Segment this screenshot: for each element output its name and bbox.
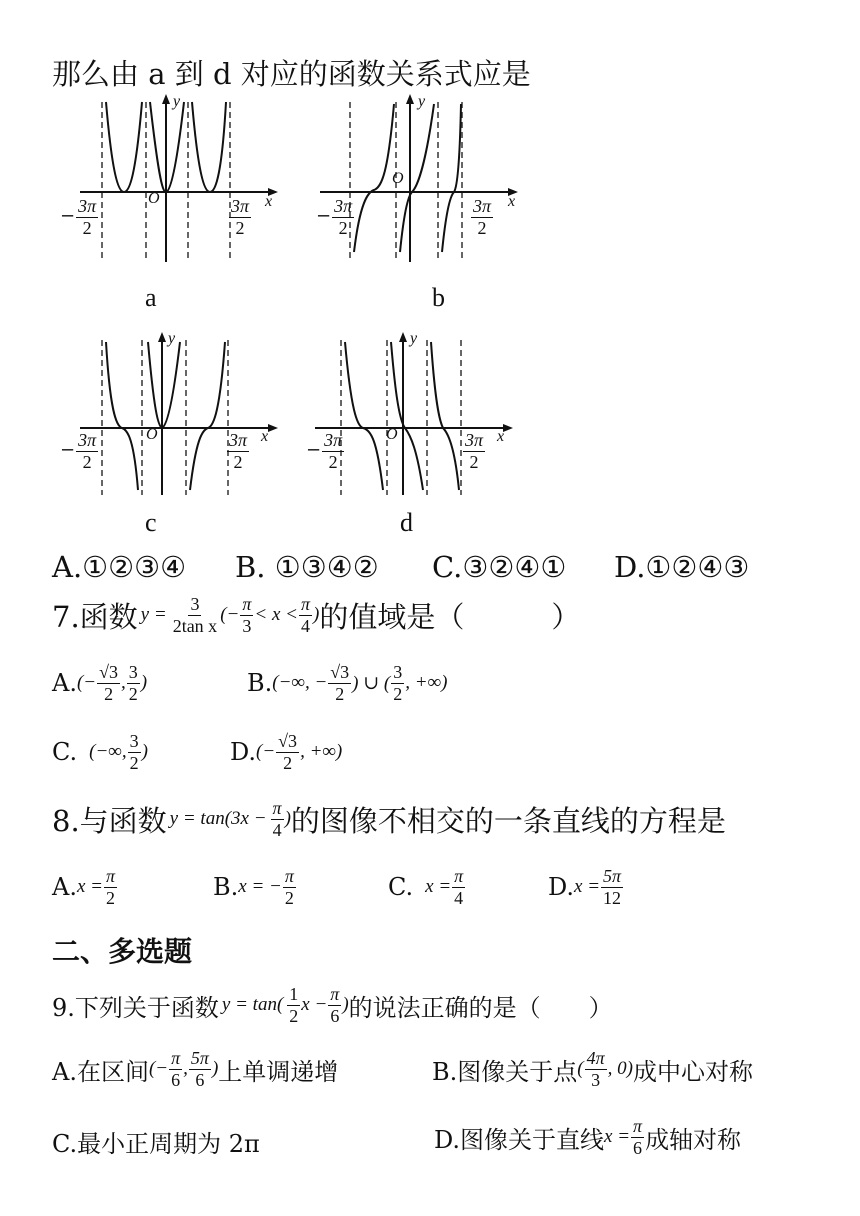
graph-b-left-tick: − $\frac{3\pi}{2}$: [316, 196, 353, 238]
q8-option-b[interactable]: B. x = − $\frac{\pi}{2}$: [213, 866, 294, 908]
q6-option-a[interactable]: A.①②③④: [52, 550, 187, 584]
intro-text: 那么由 a 到 d 对应的函数关系式应是: [52, 57, 531, 91]
q9-option-b[interactable]: B.图像关于点 ( $\frac{4\pi}{3}$ , 0) 成中心对称: [432, 1048, 753, 1090]
graph-a-x-label: x: [265, 193, 273, 210]
q9-option-d[interactable]: D.图像关于直线 x = $\frac{\pi}{6}$ 成轴对称: [434, 1116, 742, 1158]
q6-option-b[interactable]: B. ①③④②: [235, 550, 379, 584]
graph-b: [310, 92, 530, 267]
q8-option-d[interactable]: D. x = $\frac{5\pi}{12}$: [548, 866, 622, 908]
graph-b-caption: b: [432, 283, 445, 312]
graph-a-caption: a: [145, 283, 157, 312]
graph-d-left-tick: − $\frac{3\pi}{2}$: [306, 430, 343, 472]
q9-stem: 9.下列关于函数 y = tan( $\frac{1}{2}$ x − $\frac{\pi}{6}$ ) 的说法正确的是（ ）: [52, 984, 613, 1026]
q6-option-d[interactable]: D.①②④③: [614, 550, 750, 584]
graph-a-y-label: y: [173, 93, 181, 110]
graph-b-x-label: x: [508, 193, 516, 210]
graph-c-x-label: x: [261, 428, 269, 445]
graph-b-y-label: y: [418, 93, 426, 110]
graph-d-caption: d: [400, 508, 413, 537]
graph-c-origin: O: [146, 426, 158, 443]
q7-suffix: 的值域是（ ）: [319, 599, 581, 634]
graph-b-right-tick: $\frac{3\pi}{2}$: [473, 196, 492, 238]
q7-prefix: 7.函数: [52, 599, 138, 634]
graph-c: [70, 330, 290, 500]
q7-option-b[interactable]: B. (−∞, − $\frac{√3}{2}$ ) ∪ ( $\frac{3}{2}$ , +∞): [247, 662, 448, 704]
section-heading: 二、多选题: [52, 935, 193, 968]
graph-b-origin: O: [392, 170, 404, 187]
graph-d-x-label: x: [497, 428, 505, 445]
graph-c-right-tick: $\frac{3\pi}{2}$: [229, 430, 248, 472]
graph-a-origin: O: [148, 190, 160, 207]
graph-d: [305, 330, 525, 500]
q9-option-c[interactable]: C.最小正周期为 2π: [52, 1130, 260, 1158]
q8-option-a[interactable]: A. x = $\frac{\pi}{2}$: [52, 866, 116, 908]
q8-option-c[interactable]: C. x = $\frac{\pi}{4}$: [388, 866, 464, 908]
graph-d-y-label: y: [410, 330, 418, 347]
graph-c-y-label: y: [168, 330, 176, 347]
q7-option-c[interactable]: C. (−∞, $\frac{3}{2}$ ): [52, 731, 148, 773]
q7-option-d[interactable]: D. (− $\frac{√3}{2}$ , +∞): [230, 731, 343, 773]
graph-d-origin: O: [386, 426, 398, 443]
q9-option-a[interactable]: A.在区间 (− $\frac{\pi}{6}$ , $\frac{5\pi}{6}$ ) 上单调递增: [52, 1048, 339, 1090]
q7-option-a[interactable]: A. (− $\frac{√3}{2}$ , $\frac{3}{2}$ ): [52, 662, 148, 704]
graph-a: [70, 92, 290, 267]
graph-d-right-tick: $\frac{3\pi}{2}$: [465, 430, 484, 472]
q7-stem: 7.函数 y = $\frac{3}{\text{2tan x}}$ (− $\frac{\pi}{3}$ < x < $\frac{\pi}{4}$ ) 的值域是（ ）: [52, 594, 581, 636]
graph-c-caption: c: [145, 508, 157, 537]
q8-stem: 8.与函数 y = tan(3x − $\frac{\pi}{4}$ ) 的图像不相交的一条直线的方程是: [52, 798, 726, 840]
q6-option-c[interactable]: C.③②④①: [432, 550, 567, 584]
graph-c-left-tick: − $\frac{3\pi}{2}$: [60, 430, 97, 472]
graph-a-right-tick: $\frac{3\pi}{2}$: [231, 196, 250, 238]
graph-a-left-tick: − $\frac{3\pi}{2}$: [60, 196, 97, 238]
